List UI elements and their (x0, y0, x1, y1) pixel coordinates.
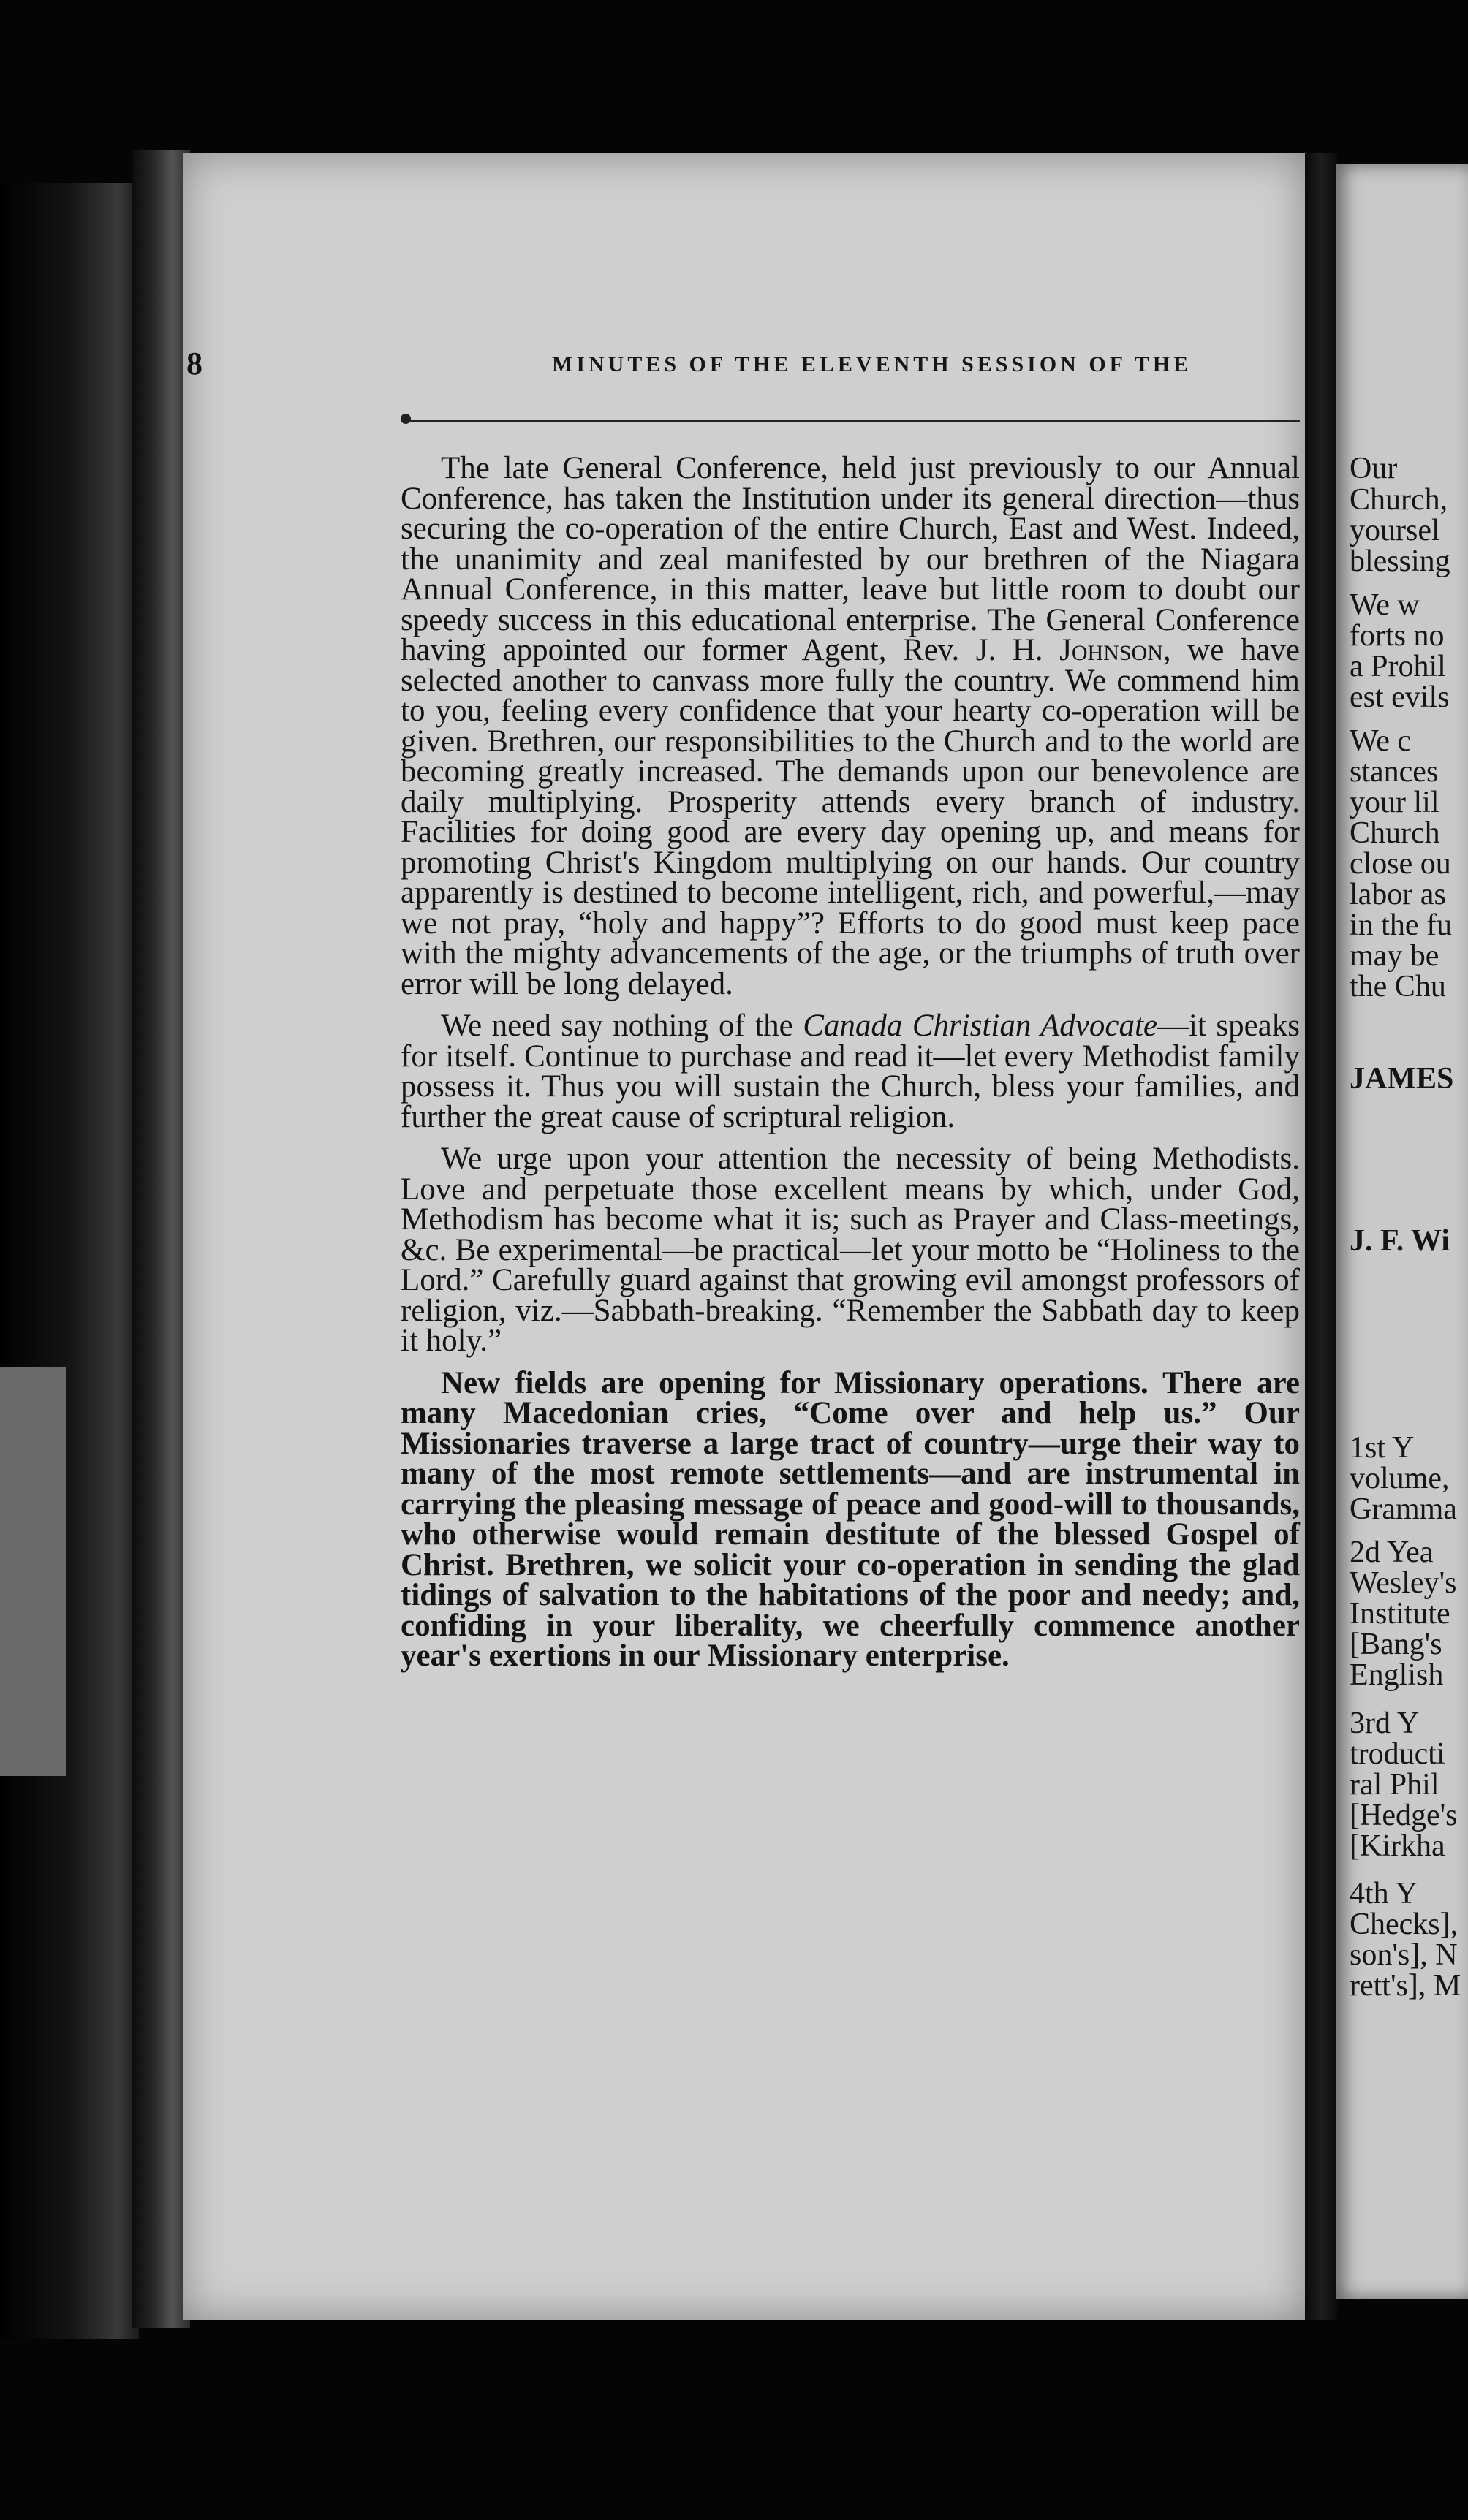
facing-fragment: Our (1350, 452, 1398, 485)
name-small-caps: Johnson (1059, 633, 1163, 667)
facing-fragment: J. F. Wi (1350, 1224, 1450, 1258)
paragraph-general-conference (401, 453, 1300, 999)
facing-fragment: volume, (1350, 1462, 1450, 1495)
facing-fragment: [Kirkha (1350, 1829, 1445, 1863)
facing-fragment: Gramma (1350, 1492, 1457, 1526)
paragraph-methodists: We urge upon your attention the necessity of being Methodists. Love and perpetuate those excellent means by which, under God, Methodism has become what it is; such as Prayer and Class-meetings, &c. Be experimental—be practical—let your motto be “Holiness to the Lord.” Carefully guard against that growing evil amongst professors of religion, viz.—Sabbath-breaking. “Remember the Sabbath day to keep it holy.” (401, 1142, 1300, 1358)
facing-fragment: We w (1350, 588, 1420, 622)
facing-fragment: son's], N (1350, 1938, 1458, 1972)
publication-title: Canada Christian Advocate (803, 1009, 1157, 1043)
page-number: 8 (186, 346, 203, 382)
left-book-edge (0, 183, 139, 2339)
page-gutter (1305, 153, 1338, 2320)
facing-fragment: Institute (1350, 1597, 1450, 1631)
paragraph-text: We need say nothing of the (441, 1009, 803, 1043)
facing-fragment: ral Phil (1350, 1768, 1439, 1802)
facing-fragment: 3rd Y (1350, 1707, 1420, 1740)
facing-fragment: yoursel (1350, 514, 1440, 547)
paragraph-advocate (401, 1011, 1300, 1132)
facing-fragment: forts no (1350, 619, 1445, 653)
facing-fragment: the Chu (1350, 970, 1446, 1003)
paragraph-missionary: New fields are opening for Missionary operations. There are many Macedonian cries, “Come over and help us.” Our Missionaries traverse a large tract of country—urge their way to many of the most remote settlements—and are instrumental in carrying the pleasing message of peace and good-will to thousands, who otherwise would remain destitute of the blessed Gospel of Christ. Brethren, we solicit your co-operation in sending the glad tidings of salvation to the habitations of the poor and needy; and, confiding in your liberality, we cheerfully commence another year's exertions in our Missionary enterprise. (401, 1365, 1300, 1673)
facing-fragment: troducti (1350, 1737, 1445, 1771)
facing-fragment: JAMES (1350, 1062, 1454, 1096)
paragraph-text: , we have selected another to canvass more fully the country. We commend him to you, feeling every confidence that your hearty co-operation will be given. Brethren, our responsibilities to the Church and to the world are becoming greatly increased. The demands upon our benevolence are daily multiplying. Prosperity attends every branch of industry. Facilities for doing good are every day opening up, and means for promoting Christ's Kingdom multiplying on our hands. Our country apparently is destined to become intelligent, rich, and powerful,—may we not pray, “holy and happy”? Efforts to do good must keep pace with the mighty advancements of the age, or the triumphs of truth over error will be long delayed. (401, 633, 1300, 1001)
facing-fragment: 4th Y (1350, 1877, 1418, 1910)
book-binding (132, 150, 190, 2328)
header-rule-end (401, 414, 411, 424)
facing-fragment: [Bang's (1350, 1628, 1442, 1661)
body-text (401, 453, 1300, 1683)
facing-fragment: 2d Yea (1350, 1536, 1434, 1569)
facing-fragment: a Prohil (1350, 650, 1446, 683)
paragraph-text: The late General Conference, held just previously to our Annual Conference, has taken the Institution under its general direction—thus securing the co-operation of the entire Church, East and West. Indeed, the unanimity and zeal manifested by our brethren of the Niagara Annual Conference, in this matter, leave but little room to doubt our speedy success in this educational enterprise. The General Conference having appointed our former Agent, Rev. J. H. (401, 451, 1300, 667)
paragraph-text: —it speaks for itself. Continue to purchase and read it—let every Methodist family possess it. Thus you will sustain the Church, bless your families, and further the great cause of scriptural religion. (401, 1009, 1300, 1134)
facing-fragment: Church (1350, 816, 1440, 850)
facing-fragment: 1st Y (1350, 1431, 1415, 1465)
facing-fragment: labor as (1350, 878, 1446, 911)
facing-fragment: Wesley's (1350, 1566, 1457, 1600)
facing-fragment: stances (1350, 755, 1439, 789)
facing-fragment: may be (1350, 939, 1439, 973)
running-title: MINUTES OF THE ELEVENTH SESSION OF THE (552, 352, 1192, 376)
facing-fragment: close ou (1350, 847, 1451, 881)
header-rule (401, 420, 1300, 422)
facing-fragment: blessing (1350, 544, 1450, 578)
left-page-strip (0, 1367, 66, 1776)
facing-fragment: in the fu (1350, 908, 1452, 942)
facing-fragment: est evils (1350, 680, 1450, 714)
facing-fragment: We c (1350, 724, 1412, 758)
facing-fragment: English (1350, 1658, 1444, 1692)
facing-page (1336, 164, 1468, 2299)
facing-fragment: [Hedge's (1350, 1799, 1458, 1832)
facing-fragment: rett's], M (1350, 1969, 1461, 2003)
facing-fragment: your lil (1350, 786, 1439, 819)
facing-fragment: Checks], (1350, 1908, 1458, 1941)
facing-fragment: Church, (1350, 483, 1448, 517)
